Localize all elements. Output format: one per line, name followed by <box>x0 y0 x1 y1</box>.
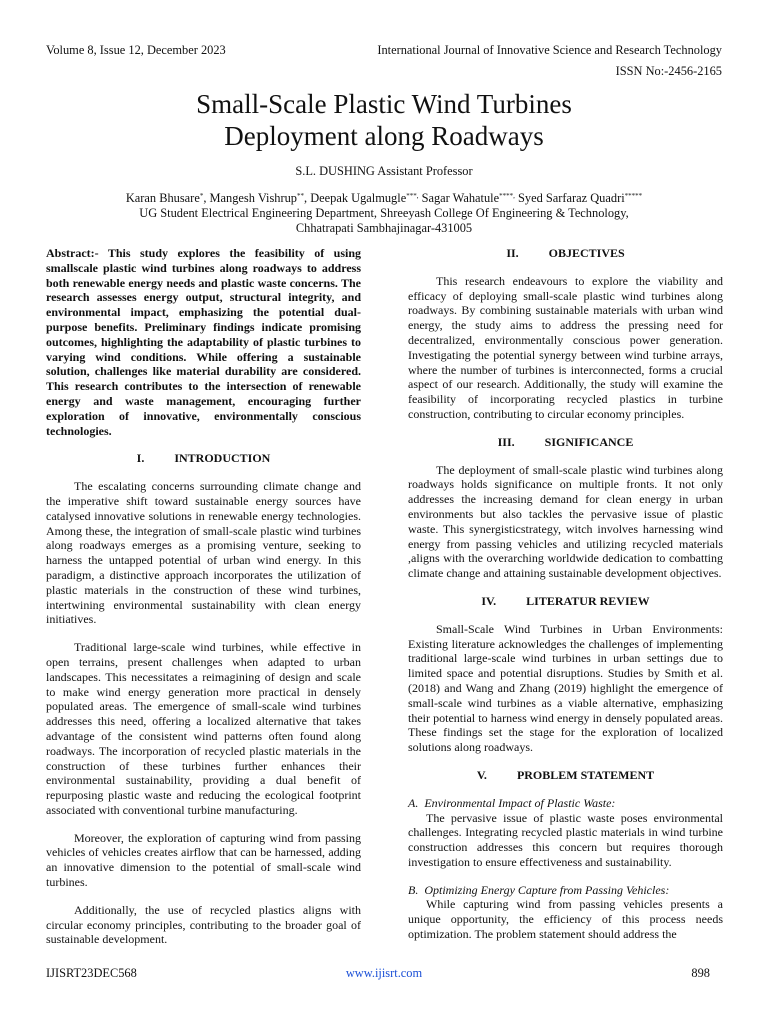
section-number: V. <box>476 767 487 782</box>
section-number: II. <box>506 246 519 260</box>
title-line-1: Small-Scale Plastic Wind Turbines <box>196 89 572 119</box>
section-number: IV. <box>481 593 497 608</box>
journal-name: International Journal of Innovative Science and Research Technology <box>377 43 722 57</box>
section-title: PROBLEM STATEMENT <box>516 767 655 782</box>
subsection-title: Environmental Impact of Plastic Waste: <box>424 795 616 810</box>
subsection-a-paragraph: The pervasive issue of plastic waste poses environmental challenges. Integrating recycled plastic materials in wind turbine construction addresses this concern but requires thorough investigation to ensure effectiveness and sustainability. <box>408 810 723 869</box>
section-number: III. <box>497 434 515 449</box>
author-name: Syed Sarfaraz Quadri <box>517 191 625 205</box>
author-name: Mangesh Vishrup <box>209 191 297 205</box>
section-title: LITERATUR REVIEW <box>526 593 650 608</box>
paper-title <box>46 88 722 152</box>
volume-issue: Volume 8, Issue 12, December 2023 <box>46 43 226 57</box>
author-list: Karan Bhusare*, Mangesh Vishrup**, Deepak Ugalmugle***, Sagar Wahatule****, Syed Sarfaraz Quadri***** <box>125 191 643 205</box>
affiliation-line-1: UG Student Electrical Engineering Department, Shreeyash College Of Engineering & Technology, <box>139 206 629 220</box>
section-title: SIGNIFICANCE <box>544 434 634 449</box>
literature-paragraph: Small-Scale Wind Turbines in Urban Environments: Existing literature acknowledges the challenges of implementing traditional large-scale wind turbines in urban settings due to limited space and potential disruptions. Studies by Smith et al. (2018) and Wang and Zhang (2019) highlight the emergence of small-scale wind turbines as a viable alternative, emphasizing their potential to harness wind energy in densely populated areas. These findings set the stage for the exploration of localized solutions along roadways. <box>408 621 723 755</box>
author-mark: * <box>199 192 204 200</box>
right-column <box>408 246 723 955</box>
section-heading-problem-statement <box>408 768 723 783</box>
author-mark: ****, <box>499 192 515 200</box>
intro-paragraph-2: Traditional large-scale wind turbines, while effective in open terrains, present challenges when adapted to urban landscapes. This necessitates a reimagining of design and scale to make wind energy generation more practical in densely populated areas. The emergence of small-scale wind turbines addresses this need, offering a localized alternative that takes advantage of the consistent wind patterns often found along roadways. The incorporation of recycled plastic materials in the construction of these turbines further enhances their environmental sustainability, providing a dual benefit of repurposing plastic waste and reducing the ecological footprint associated with conventional turbine manufacturing. <box>46 640 361 817</box>
section-heading-literature-review <box>408 594 723 609</box>
author-mark: ***, <box>406 192 419 200</box>
journal-website-link[interactable]: www.ijisrt.com <box>345 966 423 980</box>
subsection-b-paragraph: While capturing wind from passing vehicles presents a unique opportunity, the efficiency of this process needs optimization. The problem statement should address the <box>408 897 723 942</box>
subsection-title: Optimizing Energy Capture from Passing Vehicles: <box>424 882 670 897</box>
author-name: Karan Bhusare <box>125 191 200 205</box>
subsection-letter: A. <box>408 795 419 810</box>
page-number: 898 <box>691 966 710 980</box>
intro-paragraph-1: The escalating concerns surrounding climate change and the imperative shift toward sustainable energy sources have catalysed innovative solutions in renewable energy technologies. Among these, the integration of small-scale plastic wind turbines along roadways emerges as a promising venture, seeking to harness the untapped potential of urban wind energy. In this paradigm, a distinctive approach incorporates the utilization of plastic materials in the construction of these wind turbines, intertwining environmental sustainability with clean energy initiatives. <box>46 479 361 627</box>
advisor: S.L. DUSHING Assistant Professor <box>295 164 473 178</box>
intro-paragraph-3: Moreover, the exploration of capturing wind from passing vehicles of vehicles creates airflow that can be harnessed, adding an innovative dimension to the potential of small-scale wind turbines. <box>46 830 361 890</box>
subsection-heading-a <box>408 796 723 811</box>
section-heading-objectives <box>408 246 723 261</box>
section-title: INTRODUCTION <box>174 451 271 466</box>
title-line-2: Deployment along Roadways <box>224 121 544 151</box>
author-name: Deepak Ugalmugle <box>310 191 407 205</box>
section-heading-significance <box>408 435 723 450</box>
abstract: Abstract:- This study explores the feasibility of using smallscale plastic wind turbines along roadways to address both renewable energy needs and plastic waste concerns. The research assesses energy output, structural integrity, and environmental impact, emphasizing the potential dual-purpose benefits. Preliminary findings indicate promising outcomes, highlighting the adaptability of plastic turbines to varying wind conditions. While offering a sustainable solution, challenges like material durability are considered. This research contributes to the intersection of renewable energy and waste management, encouraging further exploration of innovative, environmentally conscious technologies. <box>46 246 361 438</box>
section-title: OBJECTIVES <box>548 246 625 260</box>
paper-id: IJISRT23DEC568 <box>46 966 137 980</box>
author-block <box>46 191 722 236</box>
subsection-heading-b <box>408 883 723 898</box>
section-number: I. <box>136 451 145 466</box>
section-heading-introduction <box>46 451 361 466</box>
significance-paragraph: The deployment of small-scale plastic wind turbines along roadways holds significance on multiple fronts. It not only addresses the increasing demand for clean energy in urban environments but also tackles the pervasive issue of plastic waste. This synergisticstrategy, witch involves harnessing wind energy from passing vehicles and utilizing recycled materials ,aligns with the overarching worldwide dedication to combatting climate change and attaining sustainable development objectives. <box>408 462 723 581</box>
subsection-letter: B. <box>408 882 419 897</box>
author-mark: ***** <box>624 192 643 200</box>
left-column <box>46 246 361 960</box>
author-name: Sagar Wahatule <box>421 191 500 205</box>
objectives-paragraph: This research endeavours to explore the viability and efficacy of deploying small-scale plastic wind turbines along roadways. By combining sustainable materials with urban wind energy, the study aims to address the pressing need for decentralized, environmentally conscious power generation. Investigating the potential synergy between wind turbine arrays, where the number of turbines is interconnected, forms a crucial aspect of our research. Additionally, the study will examine the feasibility of incorporating recycled plastics in turbine construction, contributing to circular economy principles. <box>408 273 723 421</box>
intro-paragraph-4: Additionally, the use of recycled plastics aligns with circular economy principles, contributing to the broader goal of sustainable development. <box>46 902 361 947</box>
issn: ISSN No:-2456-2165 <box>615 64 722 78</box>
author-mark: ** <box>297 192 304 200</box>
affiliation-line-2: Chhatrapati Sambhajinagar-431005 <box>295 221 473 235</box>
